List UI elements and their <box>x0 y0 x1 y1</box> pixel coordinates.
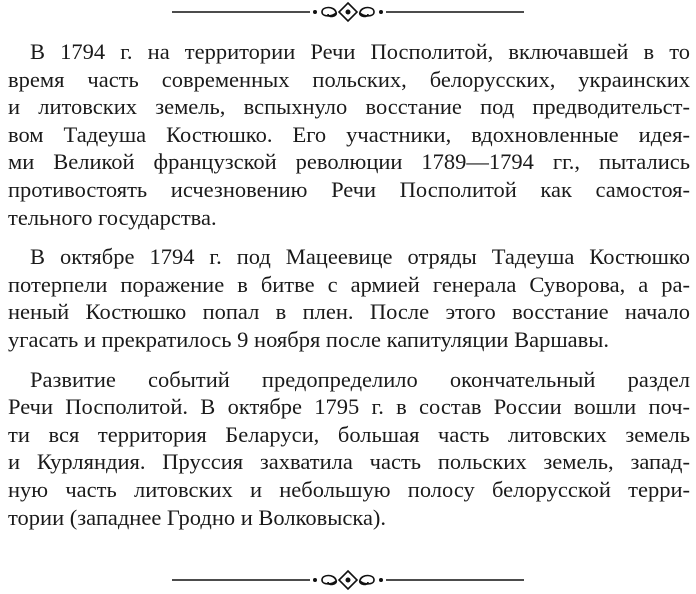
document-body <box>8 38 690 543</box>
text-line: В октябре 1794 г. под Мацеевице отряды Тадеуша Костюшко <box>30 244 690 270</box>
text-line: и Курляндия. Пруссия захватила часть польских земель, запад- <box>8 449 690 475</box>
text-line: противостоять исчезновению Речи Посполитой как самостоя- <box>8 176 690 202</box>
text-line: угасать и прекратилось 9 ноября после капитуляции Варшавы. <box>8 326 610 352</box>
paragraph <box>8 243 690 353</box>
text-line: время часть современных польских, белорусских, украинских <box>8 66 690 92</box>
text-line: ми Великой французской революции 1789—1794 гг., пытались <box>8 149 690 175</box>
text-line: В 1794 г. на территории Речи Посполитой, включавшей в то <box>30 39 690 64</box>
ornament-divider-bottom <box>170 568 526 592</box>
text-line: Развитие событий предопределило окончательный раздел <box>30 366 690 392</box>
text-line: ную часть литовских и небольшую полосу белорусской терри- <box>8 476 690 502</box>
text-line: потерпели поражение в битве с армией генерала Суворова, а ра- <box>8 271 690 297</box>
text-line: и литовских земель, вспыхнуло восстание под предводительст- <box>8 94 690 120</box>
text-line: тории (западнее Гродно и Волковыска). <box>8 504 387 530</box>
text-line: тельного государства. <box>8 204 217 230</box>
ornament-divider-top <box>170 0 526 24</box>
paragraph <box>8 38 690 231</box>
text-line: неный Костюшко попал в плен. После этого восстание начало <box>8 299 690 325</box>
text-line: ти вся территория Беларуси, большая часть литовских земель <box>8 421 690 447</box>
text-line: Речи Посполитой. В октябре 1795 г. в состав России вошли поч- <box>8 394 690 420</box>
paragraph <box>8 366 690 532</box>
text-line: вом Тадеуша Костюшко. Его участники, вдохновленные идея- <box>8 121 690 147</box>
